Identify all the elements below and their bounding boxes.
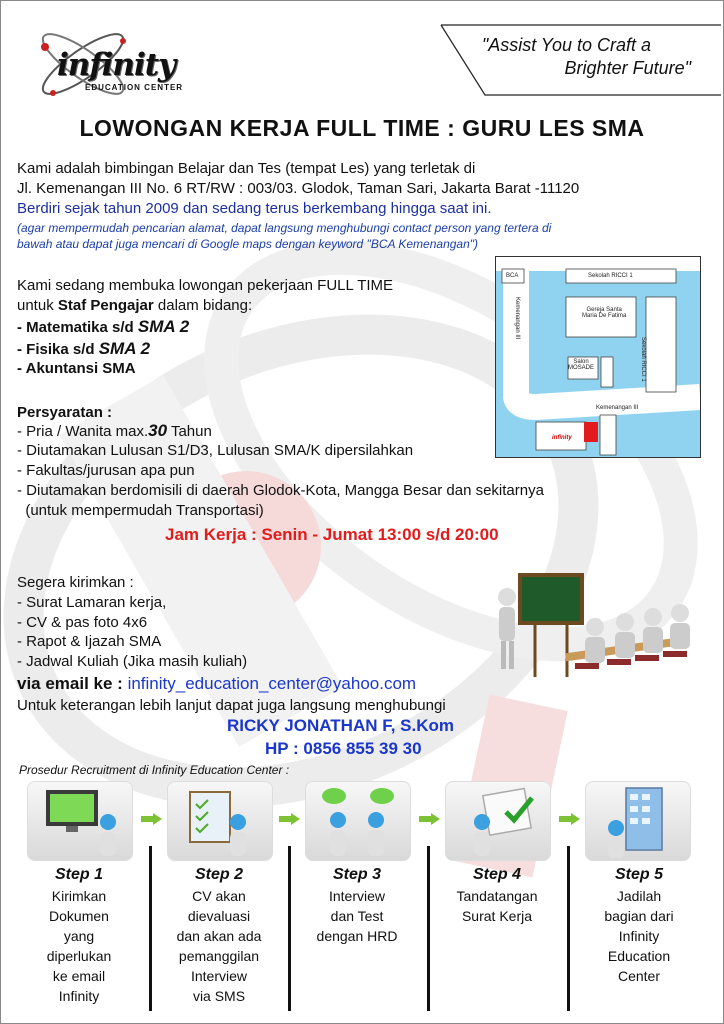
slogan-line1: "Assist You to Craft a (481, 35, 651, 55)
intro-address: Jl. Kemenangan III No. 6 RT/RW : 003/03. Glodok, Taman Sari, Jakarta Barat -11120 (17, 180, 580, 197)
requirement-item: - Diutamakan berdomisili di daerah Glodok-Kota, Mangga Besar dan sekitarnya (17, 482, 544, 499)
step1-image (27, 781, 133, 861)
requirement-age-suffix: Tahun (167, 423, 212, 440)
map-logo: infinity (552, 435, 572, 441)
contact-phone[interactable]: HP : 0856 855 39 30 (265, 739, 422, 758)
subject-level: SMA 2 (98, 339, 151, 358)
requirement-age-prefix: - Pria / Wanita max. (17, 423, 149, 440)
documents-title: Segera kirimkan : (17, 574, 134, 591)
subject-level: SMA 2 (137, 317, 190, 336)
computer-icon (28, 782, 132, 860)
opening-line1: Kami sedang membuka lowongan pekerjaan FULL TIME (17, 277, 394, 294)
slogan-box (421, 19, 721, 99)
classroom-illustration-icon (485, 567, 705, 707)
map-label-church: Gereja Santa Maria De Fatima (582, 307, 627, 319)
step1-title: Step 1 (54, 866, 103, 883)
requirement-item: - Fakultas/jurusan apa pun (17, 462, 195, 479)
step4-title: Step 4 (472, 866, 521, 883)
arrow-right-icon (431, 813, 440, 825)
step5-image (585, 781, 691, 861)
requirement-item: - Diutamakan Lulusan S1/D3, Lulusan SMA/K dipersilahkan (17, 442, 414, 459)
requirements-title: Persyaratan : (17, 404, 113, 421)
step5-description: Jadilah bagian dari Infinity Education Center (604, 888, 674, 984)
email-label: via email ke : (17, 674, 128, 693)
step4-image (445, 781, 551, 861)
subject-item (17, 339, 150, 359)
intro-line1: Kami adalah bimbingan Belajar dan Tes (tempat Les) yang terletak di (17, 160, 476, 177)
contact-person: RICKY JONATHAN F, S.Kom (227, 716, 455, 735)
intro-line3: Berdiri sejak tahun 2009 dan sedang terus berkembang hingga saat ini. (17, 200, 492, 217)
subject-item (17, 359, 136, 378)
map-label-street-vertical: Kemenangan III (514, 297, 520, 340)
step3-image (305, 781, 411, 861)
map-label-bca: BCA (506, 273, 519, 279)
opening-line2 (17, 296, 252, 315)
logo-subtitle: EDUCATION CENTER (85, 83, 184, 92)
procedure-title: Prosedur Recruitment di Infinity Education Center : (19, 763, 290, 777)
subject-name: - Fisika s/d (17, 341, 99, 358)
document-item: - CV & pas foto 4x6 (17, 614, 148, 631)
building-icon (586, 782, 690, 860)
subject-name: - Matematika s/d (17, 319, 138, 336)
step2-image (167, 781, 273, 861)
step3-title: Step 3 (332, 866, 381, 883)
step-divider (567, 846, 570, 1011)
location-map (495, 256, 701, 458)
interview-icon (306, 782, 410, 860)
intro-note1: (agar mempermudah pencarian alamat, dapat langsung menghubungi contact person yang tertera di (17, 221, 552, 235)
more-info-text: Untuk keterangan lebih lanjut dapat juga langsung menghubungi (17, 697, 446, 714)
opening-line2-prefix: untuk (17, 297, 58, 314)
logo-wordmark: infinity (57, 47, 176, 83)
checklist-icon (168, 782, 272, 860)
document-item: - Rapot & Ijazah SMA (17, 633, 162, 650)
slogan-line2: Brighter Future" (564, 58, 691, 78)
step1-description: Kirimkan Dokumen yang diperlukan ke email Infinity (46, 888, 112, 1004)
arrow-right-icon (291, 813, 300, 825)
intro-note2: bawah atau dapat juga mencari di Google maps dengan keyword "BCA Kemenangan") (17, 237, 479, 251)
requirement-item (17, 421, 212, 441)
signature-icon (446, 782, 550, 860)
map-label-salon: Salon MOSADE (568, 359, 595, 371)
subject-name: - Akuntansi SMA (17, 360, 136, 377)
opening-role: Staf Pengajar (57, 297, 154, 314)
step-divider (427, 846, 430, 1011)
email-link[interactable]: infinity_education_center@yahoo.com (127, 674, 417, 693)
document-item: - Jadwal Kuliah (Jika masih kuliah) (17, 653, 248, 670)
step5-title: Step 5 (614, 866, 663, 883)
arrow-right-icon (571, 813, 580, 825)
step3-description: Interview dan Test dengan HRD (316, 888, 398, 944)
step2-description: CV akan dievaluasi dan akan ada pemanggilan Interview via SMS (176, 888, 262, 1004)
map-roads (496, 257, 700, 457)
work-hours: Jam Kerja : Senin - Jumat 13:00 s/d 20:00 (165, 525, 499, 544)
step2-title: Step 2 (194, 866, 243, 883)
step-divider (288, 846, 291, 1011)
requirement-item: (untuk mempermudah Transportasi) (17, 502, 264, 519)
map-label-street-horizontal: Kemenangan III (596, 405, 639, 411)
requirement-age-value: 30 (148, 421, 168, 440)
page-title: LOWONGAN KERJA FULL TIME : GURU LES SMA (79, 115, 645, 141)
subject-item (17, 317, 189, 337)
email-line (17, 673, 416, 695)
step-divider (149, 846, 152, 1011)
opening-line2-suffix: dalam bidang: (153, 297, 253, 314)
document-item: - Surat Lamaran kerja, (17, 594, 167, 611)
map-label-school-side: Sekolah RICCI 1 (640, 337, 646, 382)
arrow-right-icon (153, 813, 162, 825)
map-label-school: Sekolah RICCI 1 (588, 273, 633, 279)
step4-description: Tandatangan Surat Kerja (456, 888, 538, 924)
